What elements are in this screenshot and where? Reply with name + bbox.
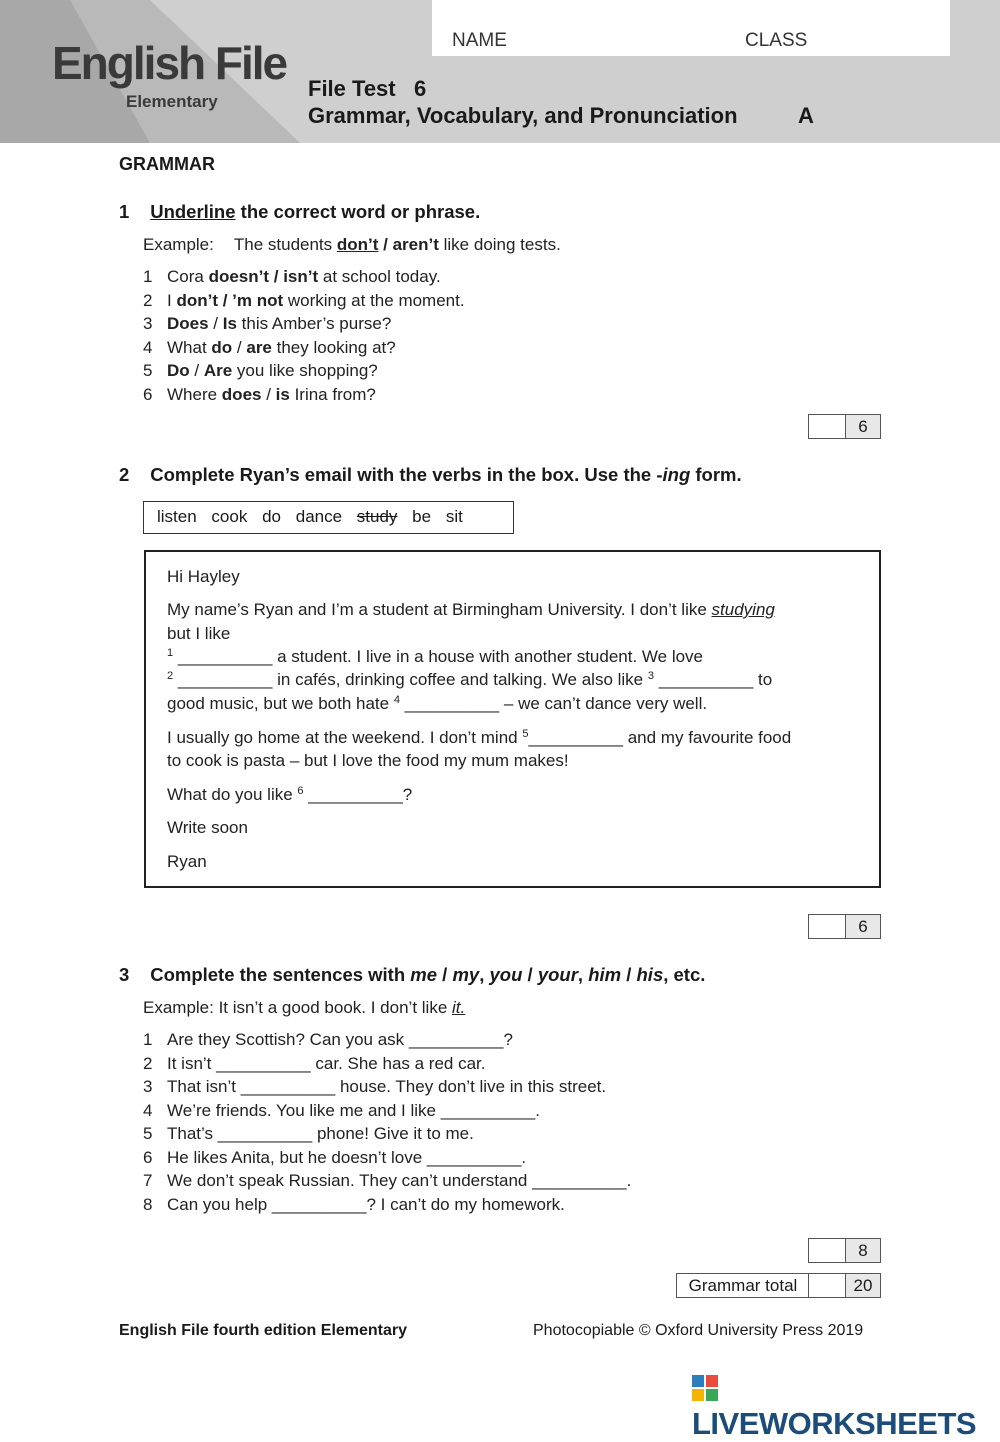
item-text: Cora <box>167 267 209 286</box>
name-class-field[interactable] <box>432 0 950 56</box>
exercise-3-example <box>143 998 465 1018</box>
choice-option[interactable]: Does <box>167 314 209 333</box>
exercise-title-end: form. <box>690 464 742 485</box>
score-max: 20 <box>846 1274 880 1297</box>
item-number: 5 <box>143 1124 153 1143</box>
list-item[interactable] <box>143 1099 631 1123</box>
email-text: __________ – we can’t dance very well. <box>399 694 708 713</box>
score-max: 6 <box>846 415 880 438</box>
item-number: 3 <box>143 1077 153 1096</box>
exercise-title: Complete Ryan’s email with the verbs in the box. Use the - <box>150 464 663 485</box>
exercise-1-example <box>143 235 561 255</box>
list-item[interactable] <box>143 1169 631 1193</box>
exercise-2-heading <box>119 464 742 486</box>
separator: / <box>522 964 538 985</box>
list-item[interactable] <box>143 1122 631 1146</box>
exercise-title-underlined: Underline <box>150 201 236 222</box>
gap-number: 2 <box>167 670 174 682</box>
gap-number: 4 <box>393 694 400 706</box>
separator: , <box>479 964 490 985</box>
item-text: Where <box>167 384 222 404</box>
pronoun: him <box>588 964 622 985</box>
exercise-3-list <box>143 1028 631 1216</box>
email-signoff: Write soon <box>167 818 248 837</box>
item-text: It isn’t __________ car. She has a red car. <box>167 1053 486 1073</box>
score-max: 6 <box>846 915 880 938</box>
word-item: be <box>412 507 432 526</box>
separator: / <box>621 964 637 985</box>
logo-subtitle: Elementary <box>126 92 218 111</box>
list-item <box>143 265 465 289</box>
email-line <box>167 785 412 805</box>
item-text: you like shopping? <box>232 361 378 380</box>
exercise-number: 1 <box>119 201 130 222</box>
word-item: dance <box>295 507 343 526</box>
email-line <box>167 647 703 667</box>
email-text: __________ and my favourite food <box>528 728 792 747</box>
item-text: He likes Anita, but he doesn’t love __________. <box>167 1147 527 1167</box>
exercise-title: Complete the sentences with <box>150 964 411 985</box>
example-text: Example: It isn’t a good book. I don’t like <box>143 998 453 1017</box>
item-number: 2 <box>143 1053 153 1073</box>
section-title: GRAMMAR <box>119 154 215 174</box>
choice-option[interactable]: does <box>221 384 262 404</box>
item-number: 4 <box>143 337 153 357</box>
pronoun: your <box>537 964 578 985</box>
email-text: __________ a student. I live in a house with another student. We love <box>173 647 704 666</box>
email-greeting: Hi Hayley <box>167 567 240 586</box>
exercise-title: the correct word or phrase. <box>235 201 481 222</box>
choice-separator: / <box>261 384 276 404</box>
item-number: 1 <box>143 1030 153 1049</box>
example-label: Example: <box>143 235 214 254</box>
footer-edition: English File fourth edition Elementary <box>119 1322 408 1339</box>
example-text-end: like doing tests. <box>438 235 561 254</box>
score-box-total <box>808 1273 881 1298</box>
item-number: 6 <box>143 384 153 404</box>
score-input[interactable] <box>809 415 846 438</box>
list-item[interactable] <box>143 1028 631 1052</box>
list-item[interactable] <box>143 1193 631 1217</box>
word-item: sit <box>445 507 463 526</box>
score-input[interactable] <box>809 1239 846 1262</box>
email-line <box>167 670 772 690</box>
email-line: to cook is pasta – but I love the food my mum makes! <box>167 751 569 770</box>
logo-title: English File <box>52 37 287 89</box>
item-text: I <box>167 290 177 310</box>
choice-separator: / <box>232 337 247 357</box>
email-text: good music, but we both hate <box>167 694 394 713</box>
email-box <box>144 550 881 888</box>
gap-number: 6 <box>297 785 304 797</box>
separator: / <box>437 964 453 985</box>
pronoun: his <box>636 964 664 985</box>
item-number: 5 <box>143 361 153 380</box>
gap-number: 3 <box>647 670 654 682</box>
list-item <box>143 289 465 313</box>
email-text: __________ to <box>654 670 773 689</box>
item-text: Are they Scottish? Can you ask __________? <box>167 1030 513 1049</box>
email-text: My name’s Ryan and I’m a student at Birmingham University. I don’t like <box>167 600 712 619</box>
item-text: That isn’t __________ house. They don’t live in this street. <box>167 1077 607 1096</box>
score-max: 8 <box>846 1239 880 1262</box>
word-item: do <box>262 507 281 526</box>
list-item[interactable] <box>143 1052 631 1076</box>
example-answer: it. <box>452 998 466 1017</box>
email-text: __________ in cafés, drinking coffee and talking. We also like <box>173 670 648 689</box>
exercise-number: 2 <box>119 464 130 485</box>
email-text: __________? <box>303 785 413 804</box>
email-line <box>167 600 775 620</box>
choice-option[interactable]: don’t / ’m not <box>176 290 284 310</box>
pronoun: you <box>489 964 523 985</box>
item-text: Irina from? <box>289 384 376 404</box>
choice-option[interactable]: Is <box>222 314 237 333</box>
file-test-title: File Test 6 <box>308 76 427 101</box>
item-number: 8 <box>143 1194 153 1214</box>
exercise-1-list <box>143 265 465 406</box>
score-box-ex1 <box>808 414 881 439</box>
score-input[interactable] <box>809 915 846 938</box>
choice-option[interactable]: is <box>275 384 290 404</box>
item-number: 3 <box>143 314 153 333</box>
word-item-used: study <box>356 507 398 526</box>
liveworksheets-icon <box>692 1375 718 1401</box>
separator: , <box>577 964 589 985</box>
word-box <box>143 501 514 534</box>
choice-separator: / <box>208 314 223 333</box>
exercise-title-end: , etc. <box>663 964 706 985</box>
item-text: working at the moment. <box>283 290 465 310</box>
list-item[interactable] <box>143 1075 631 1099</box>
grammar-total-label: Grammar total <box>676 1273 809 1298</box>
choice-option[interactable]: are <box>246 337 272 357</box>
test-version: A <box>798 103 814 128</box>
list-item <box>143 336 465 360</box>
word-item: listen <box>157 507 197 526</box>
exercise-title-ing: ing <box>662 464 691 485</box>
email-line <box>167 694 707 714</box>
score-box-ex2 <box>808 914 881 939</box>
list-item <box>143 383 465 407</box>
name-label: NAME <box>452 30 507 51</box>
page-header <box>0 0 1000 143</box>
email-line <box>167 728 791 748</box>
item-text: Can you help __________? I can’t do my homework. <box>167 1194 565 1214</box>
item-number: 7 <box>143 1171 153 1190</box>
gap-number: 5 <box>522 728 529 740</box>
score-box-ex3 <box>808 1238 881 1263</box>
pronoun: my <box>452 964 480 985</box>
choice-option[interactable]: Do <box>167 361 190 380</box>
example-text: The students <box>233 235 337 254</box>
test-subtitle: Grammar, Vocabulary, and Pronunciation <box>308 103 738 128</box>
email-text: What do you like <box>167 785 298 804</box>
item-text: this Amber’s purse? <box>236 314 392 333</box>
item-number: 6 <box>143 1147 153 1167</box>
item-text: That’s __________ phone! Give it to me. <box>167 1124 474 1143</box>
item-number: 2 <box>143 290 153 310</box>
liveworksheets-text: LIVEWORKSHEETS <box>692 1406 977 1441</box>
item-text: We don’t speak Russian. They can’t understand __________. <box>167 1171 632 1190</box>
email-signature: Ryan <box>167 852 207 871</box>
word-item: cook <box>211 507 248 526</box>
example-answer: don’t <box>336 235 379 254</box>
item-number: 1 <box>143 267 153 286</box>
liveworksheets-logo[interactable] <box>692 1370 1000 1442</box>
footer-copyright: Photocopiable © Oxford University Press 2019 <box>533 1322 864 1339</box>
gap-number: 1 <box>167 647 174 659</box>
item-text: What <box>167 337 212 357</box>
class-label: CLASS <box>745 30 808 51</box>
item-number: 4 <box>143 1100 153 1120</box>
list-item <box>143 359 465 383</box>
choice-option[interactable]: doesn’t / isn’t <box>208 267 319 286</box>
example-answer: studying <box>711 600 775 619</box>
exercise-3-heading <box>119 964 705 986</box>
email-text: I usually go home at the weekend. I don’t mind <box>167 728 523 747</box>
example-choice: / aren’t <box>378 235 439 254</box>
item-text: at school today. <box>318 267 441 286</box>
score-input[interactable] <box>809 1274 846 1297</box>
item-text: they looking at? <box>271 337 396 357</box>
exercise-number: 3 <box>119 964 130 985</box>
email-line: but I like <box>167 624 231 643</box>
choice-option[interactable]: do <box>211 337 233 357</box>
choice-separator: / <box>189 361 204 380</box>
choice-option[interactable]: Are <box>203 361 233 380</box>
exercise-1-heading <box>119 201 480 223</box>
list-item <box>143 312 465 336</box>
item-text: We’re friends. You like me and I like __________. <box>167 1100 540 1120</box>
pronoun: me <box>410 964 438 985</box>
list-item[interactable] <box>143 1146 631 1170</box>
